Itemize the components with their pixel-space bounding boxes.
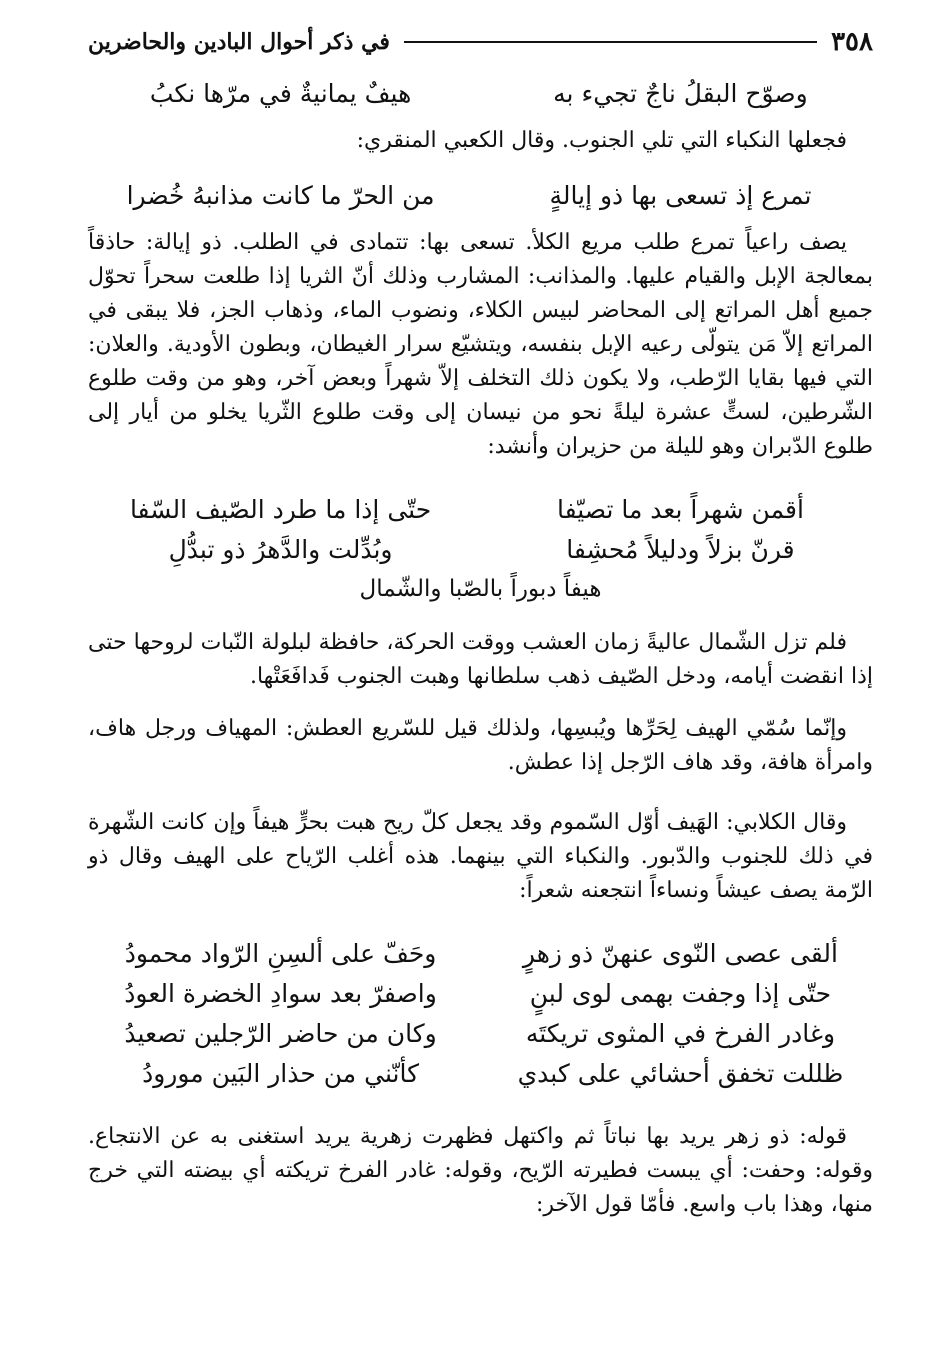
verse-closing-line: هيفاً دبوراً بالصّبا والشّمال — [359, 576, 602, 602]
verse-first-hemistich: وغادر الفرخ في المثوى تريكتَه — [525, 1019, 836, 1048]
paragraph: فلم تزل الشّمال عاليةً زمان العشب ووقت الحركة، حافظة لبلولة النّبات لروحها حتى إذا انقضت أيامه، ودخل الصّيف ذهب سلطانها وهبت الجنوب فَدافَعَتْها. — [88, 630, 873, 689]
verse-second-hemistich: وكان من حاضر الرّجلين تصعيدُ — [124, 1019, 437, 1048]
verse-first-hemistich: حتّى إذا وجفت بهمى لوى لبنٍ — [529, 979, 832, 1008]
verse-second-hemistich: حتّى إذا ما طرد الصّيف السّفا — [129, 495, 432, 524]
verse-second-hemistich: من الحرّ ما كانت مذانبهُ خُضرا — [126, 181, 435, 210]
verse-line — [88, 1054, 873, 1094]
verse-second-hemistich: هيفٌ يمانيةٌ في مرّها نكبُ — [149, 79, 412, 108]
verse-line — [88, 934, 873, 974]
verse-second-hemistich: واصفرّ بعد سوادِ الخضرة العودُ — [124, 979, 437, 1008]
verse-first-hemistich: وصوّح البقلُ ناجٌ تجيء به — [553, 79, 808, 108]
running-title: في ذكر أحوال البادين والحاضرين — [88, 29, 390, 55]
verse-first-hemistich: قرنّ بزلاً ودليلاً مُحشِفا — [566, 535, 795, 564]
page-number: ٣٥٨ — [831, 27, 873, 57]
verse-first-hemistich: ألقى عصى النّوى عنهنّ ذو زهرٍ — [522, 939, 838, 968]
header-rule — [404, 41, 817, 43]
page-header — [88, 22, 873, 62]
paragraph: قوله: ذو زهر يريد بها نباتاً ثم واكتهل فظهرت زهرية يريد استغنى به عن الانتجاع. وقوله: وحفت: أي يبست فطيرته الرّيح، وقوله: غادر الفرخ تريكته أي بيضته التي خرج منها، وهذا باب واسع. فأمّا قول الآخر: — [88, 1124, 873, 1217]
paragraph: وإنّما سُمّي الهيف لِحَرِّها ويُبسِها، ولذلك قيل للسّريع العطش: المهياف ورجل هاف، وامرأة هافة، وقد هاف الرّجل إذا عطش. — [88, 716, 873, 775]
verse-line — [88, 974, 873, 1014]
paragraph: وقال الكلابي: الهَيف أوّل السّموم وقد يجعل كلّ ريح هبت بحرٍّ هيفاً وإن كانت الشّهرة في ذلك للجنوب والدّبور. والنكباء التي بينهما. هذه أغلب الرّياح على الهيف وقال ذو الرّمة يصف عيشاً ونساءاً انتجعنه شعراً: — [88, 810, 873, 903]
verse-first-hemistich: أقمن شهراً بعد ما تصيّفا — [556, 495, 804, 524]
paragraph: يصف راعياً تمرع طلب مريع الكلأ. تسعى بها: تتمادى في الطلب. ذو إيالة: حاذقاً بمعالجة الإبل والقيام عليها. والمذانب: المشارب وذلك أنّ الثريا إذا طلعت سحراً تحوّل جميع أهل المراتع إلى المحاضر لبيس الكلاء، ونضوب الماء، وذهاب الجز، فلا يبقى في المراتع إلاّ مَن يتولّى رعيه الإبل بنفسه، ويتشيّع سرار الغيطان، وبطون الأودية. والعلان: التي فيها بقايا الرّطب، ولا يكون ذلك التخلف إلاّ شهراً وبعض آخر، وهو من وقت طلوع الشّرطين، لستٍّ عشرة ليلةً نحو من نيسان إلى وقت طلوع الثّريا يخلو من أيار إلى طلوع الدّبران وهو لليلة من حزيران وأنشد: — [88, 230, 873, 459]
verse-second-hemistich: وحَفّ على ألسِنِ الرّواد محمودُ — [124, 939, 437, 968]
verse-line — [88, 530, 873, 570]
verse-line — [88, 74, 873, 114]
paragraph: فجعلها النكباء التي تلي الجنوب. وقال الكعبي المنقري: — [356, 128, 847, 153]
verse-line — [88, 1014, 873, 1054]
verse-second-hemistich: كأنّني من حذار البَين مورودُ — [142, 1059, 420, 1088]
verse-line — [88, 490, 873, 530]
verse-first-hemistich: تمرع إذ تسعى بها ذو إيالةٍ — [549, 181, 812, 210]
verse-second-hemistich: وبُدِّلت والدَّهرُ ذو تبدُّلِ — [168, 535, 393, 564]
page-body — [88, 74, 873, 1222]
verse-first-hemistich: ظللت تخفق أحشائي على كبدي — [517, 1059, 844, 1088]
verse-line — [88, 176, 873, 216]
